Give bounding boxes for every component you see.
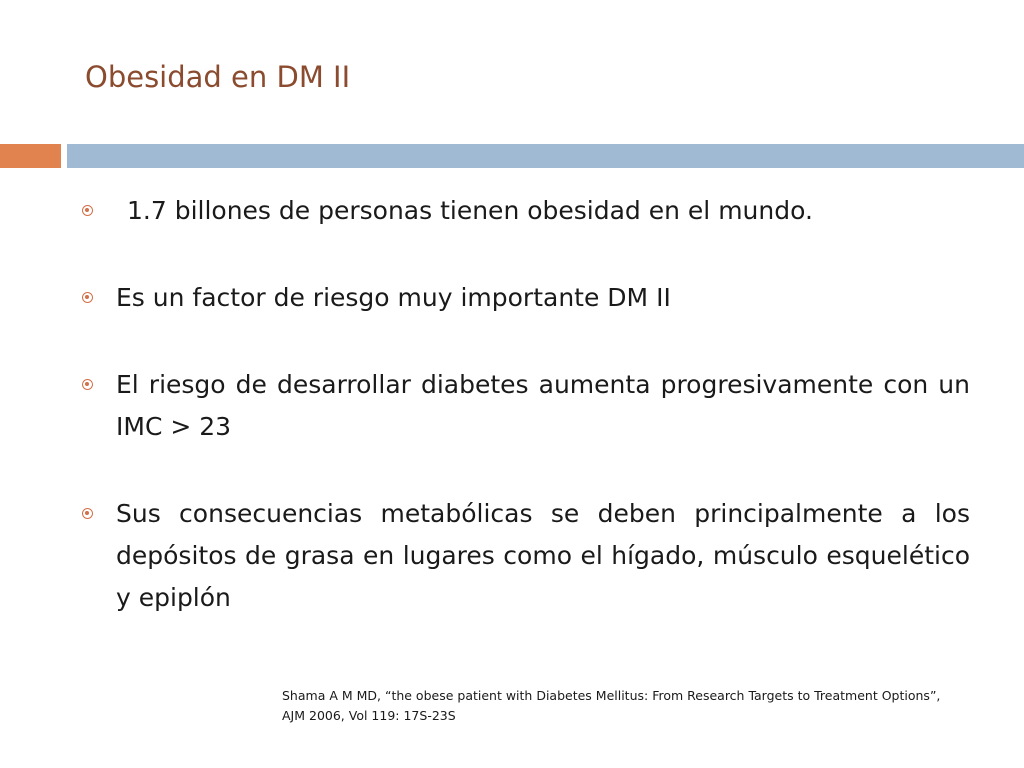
- bullet-list: [80, 190, 970, 619]
- bullet-text: Es un factor de riesgo muy importante DM II: [116, 283, 671, 312]
- bullet-text: 1.7 billones de personas tienen obesidad en el mundo.: [127, 196, 813, 225]
- bullet-item: [80, 493, 970, 619]
- circle-dot-bullet-icon: [82, 205, 93, 216]
- bullet-item: [80, 277, 970, 319]
- bullet-item: [80, 190, 970, 232]
- accent-bar-orange: [0, 144, 61, 168]
- circle-dot-bullet-icon: [82, 292, 93, 303]
- reference-line-2: AJM 2006, Vol 119: 17S-23S: [282, 708, 456, 723]
- circle-dot-bullet-icon: [82, 508, 93, 519]
- reference-citation: [282, 686, 1002, 726]
- accent-bar-blue: [67, 144, 1024, 168]
- bullet-text: El riesgo de desarrollar diabetes aumenta progresivamente con un IMC > 23: [116, 370, 970, 441]
- circle-dot-bullet-icon: [82, 379, 93, 390]
- reference-line-1: Shama A M MD, “the obese patient with Diabetes Mellitus: From Research Targets to Treatment Options”,: [282, 688, 941, 703]
- bullet-item: [80, 364, 970, 448]
- slide-title: Obesidad en DM II: [85, 60, 351, 94]
- bullet-text: Sus consecuencias metabólicas se deben principalmente a los depósitos de grasa en lugares como el hígado, músculo esquelético y epiplón: [116, 499, 970, 612]
